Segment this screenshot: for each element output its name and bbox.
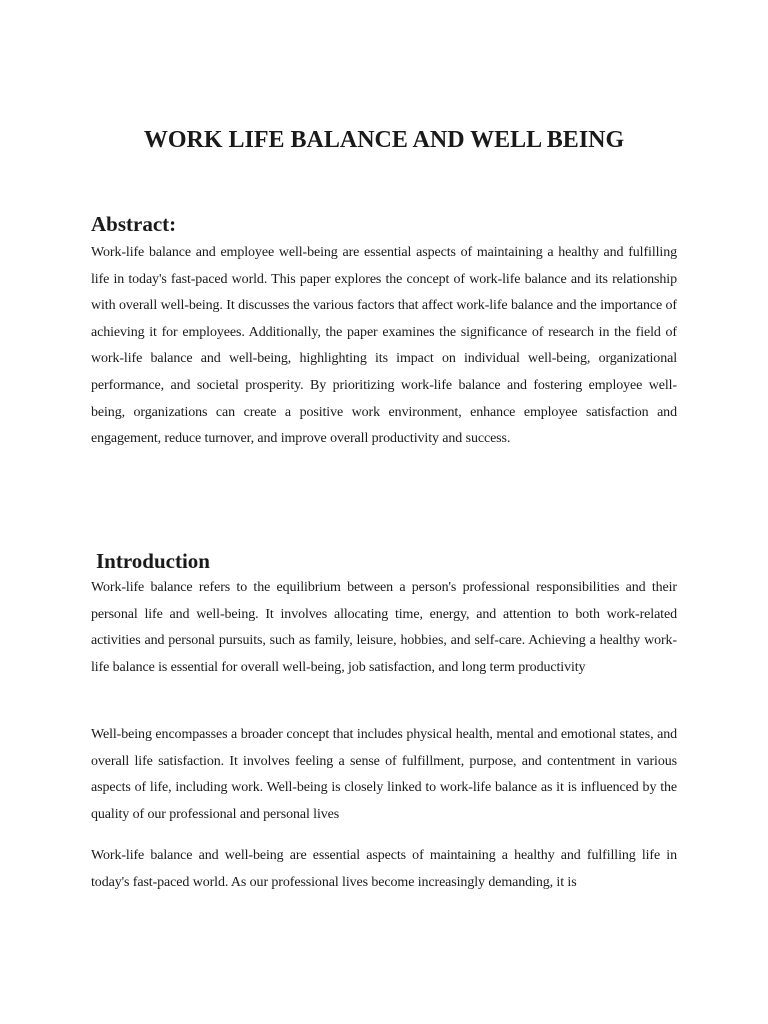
introduction-heading: Introduction (96, 549, 210, 573)
document-title: WORK LIFE BALANCE AND WELL BEING (143, 127, 625, 153)
introduction-paragraph-2: Well-being encompasses a broader concept that includes physical health, mental and emotional states, and overall life satisfaction. It involves feeling a sense of fulfillment, purpose, and contentment in various aspects of life, including work. Well-being is closely linked to work-life balance as it is influenced by the quality of our professional and personal lives (91, 727, 677, 822)
introduction-paragraph-1: Work-life balance refers to the equilibrium between a person's professional responsibilities and their personal life and well-being. It involves allocating time, energy, and attention to both work-related activities and personal pursuits, such as family, leisure, hobbies, and self-care. Achieving a healthy work-life balance is essential for overall well-being, job satisfaction, and long term productivity (91, 580, 677, 675)
abstract-heading: Abstract: (91, 212, 177, 236)
introduction-paragraph-3: Work-life balance and well-being are essential aspects of maintaining a healthy and fulfilling life in today's fast-paced world. As our professional lives become increasingly demanding, it is (91, 848, 677, 890)
abstract-paragraph: Work-life balance and employee well-being are essential aspects of maintaining a healthy and fulfilling life in today's fast-paced world. This paper explores the concept of work-life balance and its relationship with overall well-being. It discusses the various factors that affect work-life balance and the importance of achieving it for employees. Additionally, the paper examines the significance of research in the field of work-life balance and well-being, highlighting its impact on individual well-being, organizational performance, and societal prosperity. By prioritizing work-life balance and fostering employee well-being, organizations can create a positive work environment, enhance employee satisfaction and engagement, reduce turnover, and improve overall productivity and success. (91, 245, 677, 447)
